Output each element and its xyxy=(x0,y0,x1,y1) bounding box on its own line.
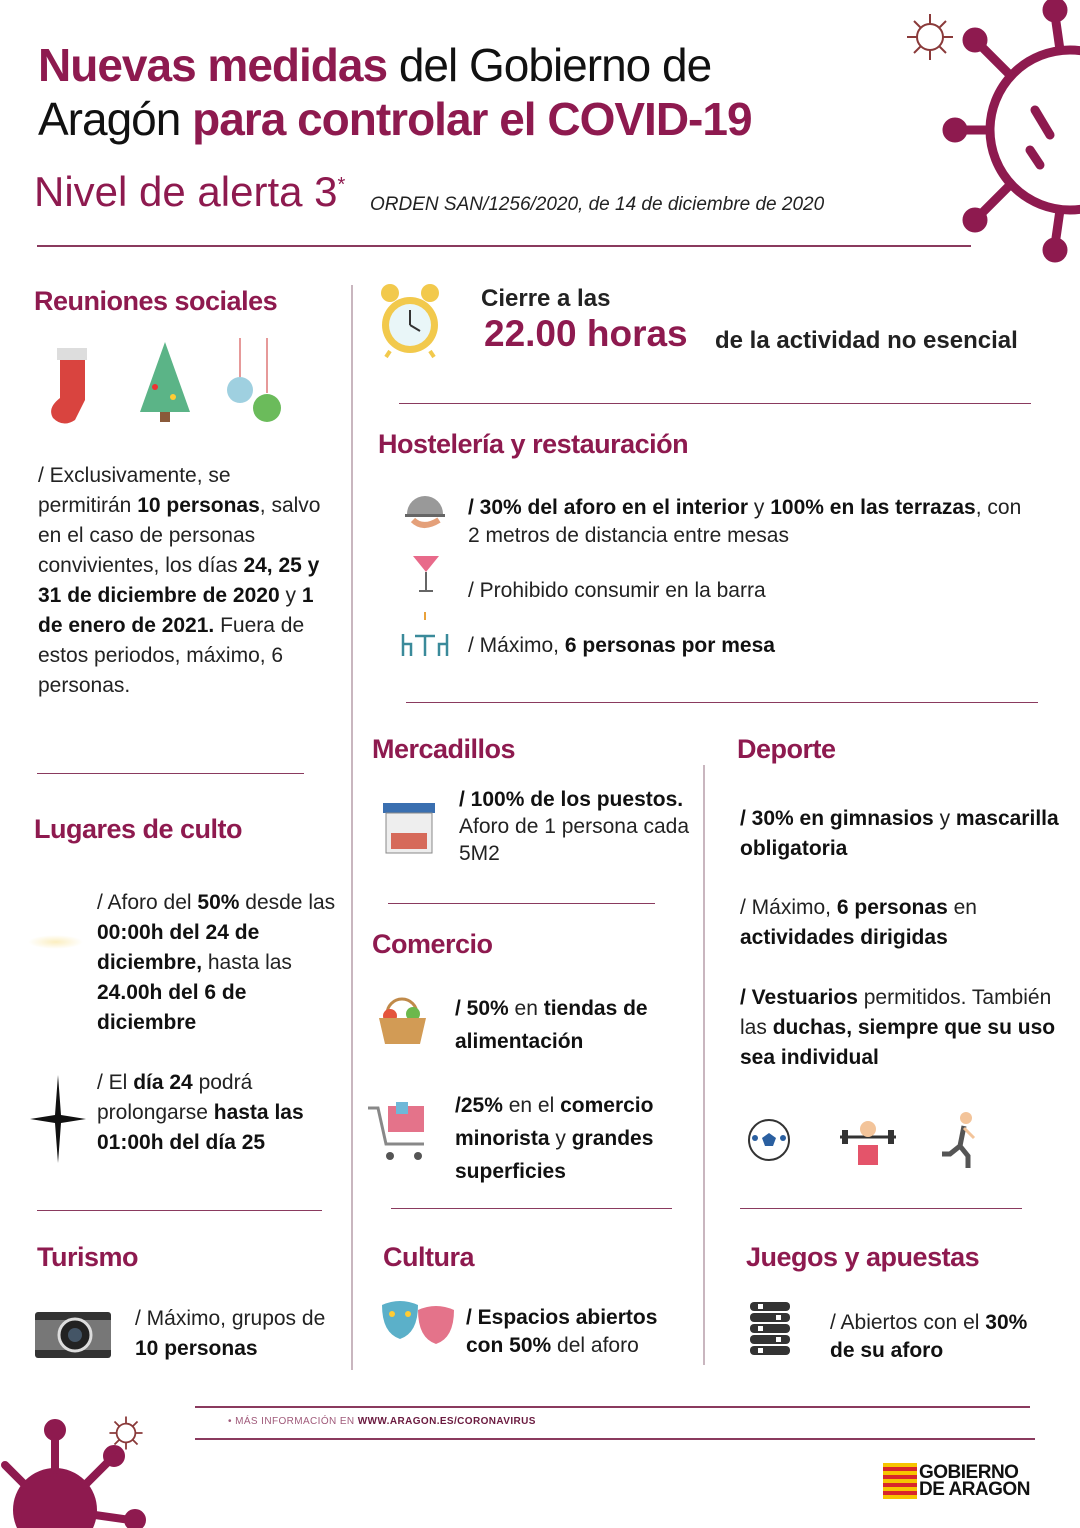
divider xyxy=(399,403,1031,404)
christmas-stocking-icon xyxy=(45,343,100,428)
text-segment: / 100% de los puestos. xyxy=(459,788,684,811)
hosteleria-item-aforo xyxy=(468,494,1038,550)
text-segment: Nuevas medidas xyxy=(38,39,388,91)
reuniones-text xyxy=(38,461,328,701)
candle-glow-icon xyxy=(28,935,83,949)
deporte-item-actividades xyxy=(740,893,1060,953)
section-heading-cultura: Cultura xyxy=(383,1242,474,1272)
text-segment: / Aforo del xyxy=(97,891,198,914)
title-line-2 xyxy=(38,92,752,146)
text-segment: permitidos. También las xyxy=(740,986,1052,1039)
text-segment: / Vestuarios xyxy=(740,986,858,1009)
divider xyxy=(406,702,1038,703)
text-segment: actividades dirigidas xyxy=(740,926,948,949)
text-segment: / Máximo, xyxy=(740,896,837,919)
small-virus-icon xyxy=(108,1415,144,1451)
text-segment: 10 personas xyxy=(137,494,260,517)
text-segment: mascarilla obligatoria xyxy=(740,807,1059,860)
weightlifter-icon xyxy=(838,1115,898,1167)
text-segment: , con 2 metros de distancia entre mesas xyxy=(468,496,1022,547)
deporte-item-gimnasios xyxy=(740,804,1060,864)
text-segment: tiendas de alimentación xyxy=(455,997,648,1053)
section-heading-mercadillos: Mercadillos xyxy=(372,734,516,764)
turismo-text xyxy=(135,1304,335,1364)
cocktail-icon xyxy=(411,550,441,594)
title-line-1 xyxy=(38,38,752,92)
section-heading-turismo: Turismo xyxy=(37,1242,139,1272)
text-segment: y xyxy=(549,1127,572,1150)
runner-icon xyxy=(940,1110,980,1170)
divider xyxy=(37,1210,322,1211)
text-segment: / Prohibido consumir en la barra xyxy=(468,579,766,602)
text-segment: /25% xyxy=(455,1094,503,1117)
text-segment: hasta las xyxy=(202,951,292,974)
section-heading-reuniones: Reuniones sociales xyxy=(34,286,278,316)
divider xyxy=(740,1208,1022,1209)
text-segment: para controlar el COVID-19 xyxy=(192,93,752,145)
text-segment: del aforo xyxy=(551,1334,639,1357)
text-segment: desde las xyxy=(239,891,336,914)
cierre-suffix: de la actividad no esencial xyxy=(715,327,1018,354)
order-reference: ORDEN SAN/1256/2020, de 14 de diciembre de 2020 xyxy=(370,194,825,215)
text-segment: Aforo de 1 persona cada 5M2 xyxy=(459,815,689,865)
divider xyxy=(195,1406,1030,1408)
page-title xyxy=(38,38,752,146)
christmas-ornaments-icon xyxy=(225,338,285,428)
gobierno-aragon-logo xyxy=(883,1463,1030,1499)
text-segment: / Espacios abiertos con 50% xyxy=(466,1306,658,1357)
more-info-link[interactable]: WWW.ARAGON.ES/CORONAVIRUS xyxy=(357,1416,536,1427)
alert-asterisk: * xyxy=(337,174,346,196)
hosteleria-item-barra xyxy=(468,576,766,606)
alarm-clock-icon xyxy=(378,283,442,359)
text-segment: 24.00h del 6 de diciembre xyxy=(97,981,247,1034)
text-segment: día 24 xyxy=(133,1071,193,1094)
alert-level xyxy=(34,168,345,216)
text-segment: , salvo en el caso de personas convivientes, los días xyxy=(38,494,321,577)
text-segment: / Abiertos con el xyxy=(830,1311,986,1334)
section-heading-comercio: Comercio xyxy=(372,929,493,959)
text-segment: 50% xyxy=(197,891,240,914)
text-segment: Fuera de estos periodos, máximo, 6 personas. xyxy=(38,614,305,697)
section-heading-deporte: Deporte xyxy=(737,734,836,764)
casino-chips-icon xyxy=(748,1300,792,1358)
culto-item-aforo xyxy=(97,888,347,1038)
text-segment: comercio minorista xyxy=(455,1094,654,1150)
column-divider xyxy=(351,285,353,1370)
text-segment: hasta las 01:00h del día 25 xyxy=(97,1101,304,1154)
text-segment: en el xyxy=(502,1094,561,1117)
text-segment: en xyxy=(508,997,544,1020)
text-segment: 6 personas por mesa xyxy=(564,634,775,657)
section-heading-culto: Lugares de culto xyxy=(34,814,243,844)
text-segment: / Máximo, xyxy=(468,634,565,657)
text-segment: 24, 25 y 31 de diciembre de 2020 xyxy=(38,554,320,607)
cierre-time: 22.00 horas xyxy=(484,313,688,354)
shopping-cart-icon xyxy=(366,1100,432,1166)
soccer-ball-icon xyxy=(747,1118,791,1162)
text-segment: del Gobierno de xyxy=(387,39,712,91)
more-info: • MÁS INFORMACIÓN EN WWW.ARAGON.ES/CORONAVIRUS xyxy=(228,1416,536,1427)
comercio-item-minorista xyxy=(455,1089,695,1188)
divider xyxy=(388,903,655,904)
text-segment: / Exclusivamente, se permitirán xyxy=(38,464,231,517)
serving-cloche-icon xyxy=(403,490,447,534)
text-segment: / El xyxy=(97,1071,134,1094)
text-segment: en xyxy=(947,896,977,919)
section-heading-juegos: Juegos y apuestas xyxy=(746,1242,980,1272)
camera-icon xyxy=(35,1306,111,1358)
comercio-item-alimentacion xyxy=(455,992,695,1058)
deporte-item-vestuarios xyxy=(740,983,1070,1073)
text-segment: 1 de enero de 2021. xyxy=(38,584,314,637)
juegos-text xyxy=(830,1309,1050,1365)
divider xyxy=(195,1438,1035,1440)
text-segment: Aragón xyxy=(38,93,193,145)
food-basket-icon xyxy=(375,992,430,1047)
text-segment: duchas, siempre que su uso sea individual xyxy=(740,1016,1056,1069)
theater-masks-icon xyxy=(380,1300,456,1355)
christmas-tree-icon xyxy=(135,337,195,427)
divider xyxy=(391,1208,672,1209)
text-segment: / 50% xyxy=(455,997,509,1020)
divider xyxy=(37,245,971,247)
text-segment: 30% de su aforo xyxy=(830,1311,1028,1362)
more-info-label: MÁS INFORMACIÓN EN xyxy=(235,1416,358,1427)
cultura-text xyxy=(466,1304,696,1360)
divider xyxy=(37,773,304,774)
text-segment: 6 personas xyxy=(836,896,948,919)
hosteleria-item-mesa xyxy=(468,631,775,661)
culto-item-dia24 xyxy=(97,1068,337,1158)
logo-line-1: GOBIERNO xyxy=(919,1462,1019,1483)
aragon-flag-icon xyxy=(883,1463,917,1499)
section-heading-hosteleria: Hostelería y restauración xyxy=(378,429,689,459)
text-segment: 10 personas xyxy=(135,1337,258,1360)
logo-line-2: DE ARAGON xyxy=(919,1479,1030,1500)
table-chairs-icon xyxy=(400,612,450,658)
text-segment: podrá prolongarse xyxy=(97,1071,253,1124)
mercadillos-text xyxy=(459,786,689,867)
text-segment: / Máximo, grupos de xyxy=(135,1307,326,1330)
text-segment: y xyxy=(748,496,771,519)
column-divider xyxy=(703,765,705,1365)
alert-level-text: Nivel de alerta 3 xyxy=(34,168,338,215)
text-segment: 100% en las terrazas xyxy=(770,496,976,519)
text-segment: 00:00h del 24 de diciembre, xyxy=(97,921,260,974)
market-stall-icon xyxy=(383,803,435,855)
text-segment: y xyxy=(933,807,956,830)
text-segment: grandes superficies xyxy=(455,1127,654,1183)
text-segment: / 30% del aforo en el interior xyxy=(468,496,749,519)
small-virus-icon xyxy=(905,12,955,62)
text-segment: y xyxy=(279,584,302,607)
star-sparkle-icon xyxy=(30,1075,86,1163)
text-segment: / 30% en gimnasios xyxy=(740,807,934,830)
cierre-line1: Cierre a las xyxy=(481,285,611,312)
